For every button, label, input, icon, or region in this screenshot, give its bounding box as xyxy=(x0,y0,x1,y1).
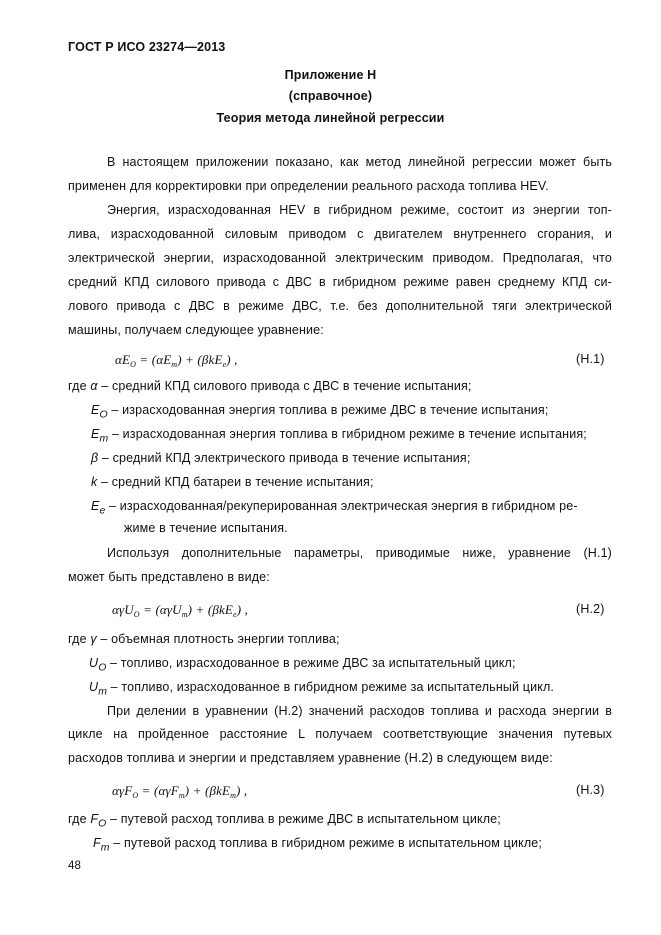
equation-h1 xyxy=(115,352,238,373)
definition-text: – израсходованная энергия топлива в гибридном режиме в течение испытания; xyxy=(108,427,587,441)
equation-number-h1: (H.1) xyxy=(576,352,605,366)
paragraph-line: лового привода с ДВС в режиме ДВС, т.е. без дополнительной тяги электрической xyxy=(68,299,612,313)
equation-subscript: m xyxy=(230,791,237,800)
definition-prefix: где xyxy=(68,632,91,646)
paragraph-line: расходов топлива и энергии и представляем уравнение (Н.2) в следующем виде: xyxy=(68,751,553,765)
definition-prefix: где xyxy=(68,379,91,393)
paragraph-line: машины, получаем следующее уравнение: xyxy=(68,323,324,337)
definition-item xyxy=(68,631,340,647)
definition-symbol: F xyxy=(93,836,101,850)
equation-h3 xyxy=(112,783,247,804)
paragraph-line: Используя дополнительные параметры, приводимые ниже, уравнение (Н.1) xyxy=(107,546,612,560)
equation-term: ) + (βkE xyxy=(184,783,231,798)
equation-number-h2: (H.2) xyxy=(576,602,605,616)
definition-symbol: α xyxy=(90,379,98,393)
paragraph-line: При делении в уравнении (Н.2) значений расходов топлива и расхода энергии в xyxy=(107,704,612,718)
definition-symbol: U xyxy=(89,680,99,694)
paragraph-line: электрической энергии, израсходованной электрическим приводом. Предполагая, что xyxy=(68,251,612,265)
definition-item xyxy=(89,679,554,701)
definition-text: – топливо, израсходованное в режиме ДВС за испытательный цикл; xyxy=(106,656,516,670)
equation-term: αγU xyxy=(112,602,134,617)
definition-text: – израсходованная энергия топлива в режиме ДВС в течение испытания; xyxy=(107,403,549,417)
definition-text: – средний КПД батареи в течение испытания; xyxy=(97,475,374,489)
equation-subscript: O xyxy=(133,610,140,619)
definition-item xyxy=(91,402,548,424)
equation-term: = (αγU xyxy=(139,602,182,617)
paragraph-line: В настоящем приложении показано, как метод линейной регрессии может быть xyxy=(107,155,612,169)
definition-item xyxy=(91,426,587,448)
equation-term: = (αγF xyxy=(138,783,179,798)
equation-number-h3: (H.3) xyxy=(576,783,605,797)
paragraph-line: Энергия, израсходованная HEV в гибридном режиме, состоит из энергии топ- xyxy=(107,203,612,217)
paragraph-line: средний КПД силового привода с ДВС в гибридном режиме равен среднему КПД си- xyxy=(68,275,612,289)
definition-item xyxy=(68,811,501,833)
definition-symbol-subscript: O xyxy=(98,818,107,830)
equation-subscript: m xyxy=(181,610,188,619)
definition-item xyxy=(68,378,472,394)
equation-term: ) , xyxy=(236,783,248,798)
equation-subscript: m xyxy=(171,360,178,369)
definition-symbol: β xyxy=(91,451,99,465)
equation-term: = (αE xyxy=(136,352,172,367)
definition-text: – топливо, израсходованное в гибридном режиме за испытательный цикл. xyxy=(107,680,555,694)
document-code: ГОСТ Р ИСО 23274—2013 xyxy=(68,40,226,54)
paragraph-line: цикле на пройденное расстояние L получаем соответствующие значения путевых xyxy=(68,727,612,741)
equation-term: αγF xyxy=(112,783,133,798)
definition-text: – средний КПД силового привода с ДВС в течение испытания; xyxy=(97,379,472,393)
definition-symbol: E xyxy=(91,403,100,417)
equation-term: ) + (βkE xyxy=(187,602,233,617)
equation-subscript: m xyxy=(178,791,185,800)
appendix-heading: Приложение Н xyxy=(284,68,377,82)
definition-symbol-subscript: m xyxy=(99,433,109,445)
definition-text: – объемная плотность энергии топлива; xyxy=(96,632,340,646)
definition-continuation: жиме в течение испытания. xyxy=(124,521,288,535)
equation-term: ) , xyxy=(236,602,248,617)
appendix-kind: (справочное) xyxy=(288,89,373,103)
definition-item xyxy=(91,450,470,466)
equation-subscript: O xyxy=(132,791,139,800)
definition-symbol-subscript: O xyxy=(99,409,108,421)
equation-subscript: e xyxy=(233,610,237,619)
definition-text: – средний КПД электрического привода в течение испытания; xyxy=(98,451,471,465)
definition-item xyxy=(89,655,516,677)
definition-symbol-subscript: m xyxy=(98,686,108,698)
definition-item xyxy=(91,474,374,490)
definition-text: – путевой расход топлива в гибридном режиме в испытательном цикле; xyxy=(109,836,543,850)
equation-subscript: O xyxy=(130,360,137,369)
definition-symbol: F xyxy=(90,812,99,826)
page-number: 48 xyxy=(68,860,82,872)
definition-item xyxy=(91,498,578,520)
definition-prefix: где xyxy=(68,812,91,826)
definition-symbol: U xyxy=(89,656,99,670)
definition-symbol: E xyxy=(91,499,100,513)
equation-term: ) + (βkE xyxy=(177,352,223,367)
paragraph-line: может быть представлено в виде: xyxy=(68,570,270,584)
definition-symbol: E xyxy=(91,427,100,441)
appendix-title: Теория метода линейной регрессии xyxy=(216,111,445,125)
definition-symbol: γ xyxy=(90,632,97,646)
equation-term: ) , xyxy=(226,352,238,367)
definition-item xyxy=(93,835,542,857)
definition-text: – путевой расход топлива в режиме ДВС в испытательном цикле; xyxy=(106,812,501,826)
definition-symbol-subscript: O xyxy=(98,662,107,674)
paragraph-line: лива, израсходованной силовым приводом с двигателем внутреннего сгорания, и xyxy=(68,227,612,241)
definition-symbol-subscript: e xyxy=(99,505,106,517)
paragraph-line: применен для корректировки при определении реального расхода топлива HEV. xyxy=(68,179,549,193)
equation-term: αE xyxy=(115,352,131,367)
equation-subscript: e xyxy=(222,360,227,369)
definition-symbol: k xyxy=(91,475,98,489)
equation-h2 xyxy=(112,602,248,623)
definition-text: – израсходованная/рекуперированная электрическая энергия в гибридном ре- xyxy=(105,499,578,513)
definition-symbol-subscript: m xyxy=(100,842,110,854)
